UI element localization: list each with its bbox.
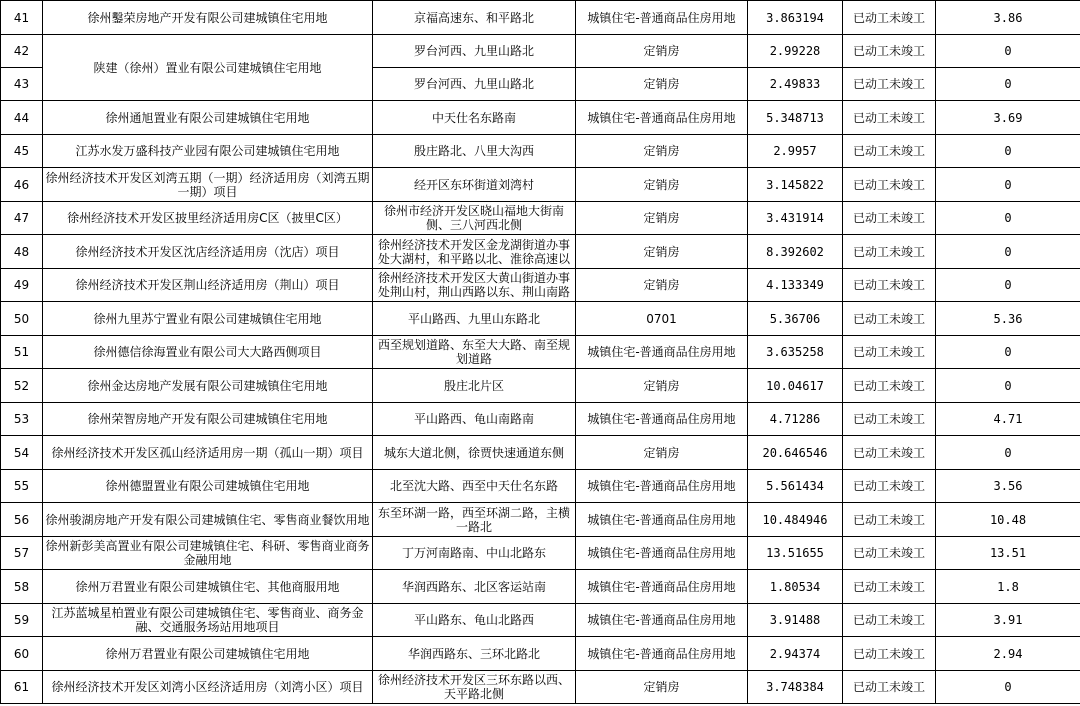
status-cell: 已动工未竣工: [843, 336, 936, 369]
row-number: 44: [1, 101, 43, 135]
location-cell: 罗台河西、九里山路北: [373, 35, 576, 68]
table-row: [1, 101, 1080, 135]
status-cell: 已动工未竣工: [843, 570, 936, 604]
land-use-cell: 定销房: [576, 135, 748, 168]
table-row: [1, 537, 1080, 570]
area-cell: 5.348713: [748, 101, 843, 135]
company-project-cell: 徐州荣智房地产开发有限公司建城镇住宅用地: [43, 403, 373, 436]
company-project-cell: 陕建（徐州）置业有限公司建城镇住宅用地: [43, 35, 373, 101]
table-row: [1, 269, 1080, 302]
table-row: [1, 1, 1080, 35]
area-cell: 5.36706: [748, 302, 843, 336]
area-cell: 2.99228: [748, 35, 843, 68]
company-project-cell: 徐州德盟置业有限公司建城镇住宅用地: [43, 470, 373, 503]
value-cell: 0: [936, 671, 1080, 704]
row-number: 42: [1, 35, 43, 68]
table-row: [1, 604, 1080, 637]
status-cell: 已动工未竣工: [843, 135, 936, 168]
land-use-cell: 城镇住宅-普通商品住房用地: [576, 101, 748, 135]
area-cell: 4.133349: [748, 269, 843, 302]
table-row: [1, 302, 1080, 336]
area-cell: 2.49833: [748, 68, 843, 101]
location-cell: 中天仕名东路南: [373, 101, 576, 135]
company-project-cell: 徐州经济技术开发区孤山经济适用房一期（孤山一期）项目: [43, 436, 373, 470]
value-cell: 0: [936, 235, 1080, 269]
row-number: 46: [1, 168, 43, 202]
land-use-cell: 城镇住宅-普通商品住房用地: [576, 1, 748, 35]
value-cell: 4.71: [936, 403, 1080, 436]
land-use-cell: 城镇住宅-普通商品住房用地: [576, 570, 748, 604]
status-cell: 已动工未竣工: [843, 235, 936, 269]
row-number: 43: [1, 68, 43, 101]
land-use-cell: 城镇住宅-普通商品住房用地: [576, 637, 748, 671]
company-project-cell: 徐州德信徐海置业有限公司大大路西侧项目: [43, 336, 373, 369]
land-use-cell: 定销房: [576, 436, 748, 470]
land-use-cell: 0701: [576, 302, 748, 336]
company-project-cell: 徐州经济技术开发区荆山经济适用房（荆山）项目: [43, 269, 373, 302]
area-cell: 3.748384: [748, 671, 843, 704]
land-use-cell: 定销房: [576, 168, 748, 202]
row-number: 61: [1, 671, 43, 704]
land-use-cell: 定销房: [576, 235, 748, 269]
land-use-cell: 城镇住宅-普通商品住房用地: [576, 537, 748, 570]
area-cell: 10.04617: [748, 369, 843, 403]
table-row: [1, 436, 1080, 470]
value-cell: 1.8: [936, 570, 1080, 604]
table-row: [1, 671, 1080, 704]
row-number: 45: [1, 135, 43, 168]
area-cell: 3.145822: [748, 168, 843, 202]
status-cell: 已动工未竣工: [843, 101, 936, 135]
company-project-cell: 徐州通旭置业有限公司建城镇住宅用地: [43, 101, 373, 135]
area-cell: 10.484946: [748, 503, 843, 537]
status-cell: 已动工未竣工: [843, 503, 936, 537]
value-cell: 0: [936, 35, 1080, 68]
company-project-cell: 徐州经济技术开发区刘湾五期（一期）经济适用房（刘湾五期一期）项目: [43, 168, 373, 202]
row-number: 53: [1, 403, 43, 436]
table-body: [1, 1, 1080, 704]
land-use-cell: 城镇住宅-普通商品住房用地: [576, 403, 748, 436]
company-project-cell: 徐州万君置业有限公司建城镇住宅、其他商服用地: [43, 570, 373, 604]
row-number: 49: [1, 269, 43, 302]
status-cell: 已动工未竣工: [843, 302, 936, 336]
location-cell: 平山路东、龟山北路西: [373, 604, 576, 637]
value-cell: 3.86: [936, 1, 1080, 35]
status-cell: 已动工未竣工: [843, 1, 936, 35]
land-use-cell: 城镇住宅-普通商品住房用地: [576, 503, 748, 537]
row-number: 41: [1, 1, 43, 35]
company-project-cell: 徐州万君置业有限公司建城镇住宅用地: [43, 637, 373, 671]
location-cell: 北至沈大路、西至中天仕名东路: [373, 470, 576, 503]
area-cell: 3.431914: [748, 202, 843, 235]
area-cell: 4.71286: [748, 403, 843, 436]
location-cell: 罗台河西、九里山路北: [373, 68, 576, 101]
status-cell: 已动工未竣工: [843, 403, 936, 436]
location-cell: 丁万河南路南、中山北路东: [373, 537, 576, 570]
location-cell: 徐州市经济开发区晓山福地大街南侧、三八河西北侧: [373, 202, 576, 235]
location-cell: 东至环湖一路，西至环湖二路，主横一路北: [373, 503, 576, 537]
value-cell: 3.56: [936, 470, 1080, 503]
location-cell: 平山路西、九里山东路北: [373, 302, 576, 336]
location-cell: 经开区东环街道刘湾村: [373, 168, 576, 202]
status-cell: 已动工未竣工: [843, 202, 936, 235]
area-cell: 3.863194: [748, 1, 843, 35]
table-row: [1, 470, 1080, 503]
land-use-cell: 定销房: [576, 369, 748, 403]
land-use-cell: 城镇住宅-普通商品住房用地: [576, 604, 748, 637]
company-project-cell: 江苏水发万盛科技产业园有限公司建城镇住宅用地: [43, 135, 373, 168]
row-number: 48: [1, 235, 43, 269]
status-cell: 已动工未竣工: [843, 369, 936, 403]
company-project-cell: 徐州经济技术开发区沈店经济适用房（沈店）项目: [43, 235, 373, 269]
row-number: 51: [1, 336, 43, 369]
company-project-cell: 徐州新彭美高置业有限公司建城镇住宅、科研、零售商业商务金融用地: [43, 537, 373, 570]
value-cell: 0: [936, 269, 1080, 302]
row-number: 60: [1, 637, 43, 671]
status-cell: 已动工未竣工: [843, 436, 936, 470]
land-use-cell: 定销房: [576, 202, 748, 235]
status-cell: 已动工未竣工: [843, 168, 936, 202]
area-cell: 20.646546: [748, 436, 843, 470]
area-cell: 13.51655: [748, 537, 843, 570]
location-cell: 徐州经济技术开发区金龙湖街道办事处大湖村，和平路以北、淮徐高速以: [373, 235, 576, 269]
land-use-cell: 城镇住宅-普通商品住房用地: [576, 470, 748, 503]
area-cell: 5.561434: [748, 470, 843, 503]
area-cell: 2.94374: [748, 637, 843, 671]
row-number: 55: [1, 470, 43, 503]
table-row: [1, 570, 1080, 604]
table-row: [1, 135, 1080, 168]
company-project-cell: 徐州鑿荣房地产开发有限公司建城镇住宅用地: [43, 1, 373, 35]
row-number: 54: [1, 436, 43, 470]
value-cell: 2.94: [936, 637, 1080, 671]
table-row: [1, 168, 1080, 202]
value-cell: 5.36: [936, 302, 1080, 336]
table-row: [1, 369, 1080, 403]
table-row: [1, 503, 1080, 537]
table-row: [1, 202, 1080, 235]
location-cell: 殷庄路北、八里大沟西: [373, 135, 576, 168]
value-cell: 0: [936, 168, 1080, 202]
area-cell: 3.635258: [748, 336, 843, 369]
area-cell: 1.80534: [748, 570, 843, 604]
value-cell: 10.48: [936, 503, 1080, 537]
row-number: 47: [1, 202, 43, 235]
value-cell: 0: [936, 369, 1080, 403]
row-number: 56: [1, 503, 43, 537]
status-cell: 已动工未竣工: [843, 637, 936, 671]
value-cell: 13.51: [936, 537, 1080, 570]
status-cell: 已动工未竣工: [843, 68, 936, 101]
location-cell: 京福高速东、和平路北: [373, 1, 576, 35]
company-project-cell: 徐州金达房地产发展有限公司建城镇住宅用地: [43, 369, 373, 403]
area-cell: 3.91488: [748, 604, 843, 637]
row-number: 50: [1, 302, 43, 336]
value-cell: 0: [936, 68, 1080, 101]
area-cell: 8.392602: [748, 235, 843, 269]
status-cell: 已动工未竣工: [843, 35, 936, 68]
status-cell: 已动工未竣工: [843, 671, 936, 704]
company-project-cell: 徐州九里苏宁置业有限公司建城镇住宅用地: [43, 302, 373, 336]
land-use-cell: 定销房: [576, 35, 748, 68]
land-use-cell: 定销房: [576, 671, 748, 704]
value-cell: 3.69: [936, 101, 1080, 135]
value-cell: 3.91: [936, 604, 1080, 637]
value-cell: 0: [936, 436, 1080, 470]
status-cell: 已动工未竣工: [843, 269, 936, 302]
table-row: [1, 35, 1080, 68]
table-row: [1, 403, 1080, 436]
value-cell: 0: [936, 202, 1080, 235]
land-use-cell: 城镇住宅-普通商品住房用地: [576, 336, 748, 369]
land-use-cell: 定销房: [576, 68, 748, 101]
company-project-cell: 徐州骏湖房地产开发有限公司建城镇住宅、零售商业餐饮用地: [43, 503, 373, 537]
company-project-cell: 徐州经济技术开发区披里经济适用房C区（披里C区）: [43, 202, 373, 235]
location-cell: 华润西路东、三环北路北: [373, 637, 576, 671]
land-use-cell: 定销房: [576, 269, 748, 302]
location-cell: 华润西路东、北区客运站南: [373, 570, 576, 604]
location-cell: 城东大道北侧，徐贾快速通道东侧: [373, 436, 576, 470]
location-cell: 西至规划道路、东至大大路、南至规划道路: [373, 336, 576, 369]
location-cell: 徐州经济技术开发区大黄山街道办事处荆山村，荆山西路以东、荆山南路: [373, 269, 576, 302]
company-project-cell: 徐州经济技术开发区刘湾小区经济适用房（刘湾小区）项目: [43, 671, 373, 704]
row-number: 52: [1, 369, 43, 403]
row-number: 57: [1, 537, 43, 570]
status-cell: 已动工未竣工: [843, 537, 936, 570]
table-row: [1, 235, 1080, 269]
location-cell: 平山路西、龟山南路南: [373, 403, 576, 436]
location-cell: 徐州经济技术开发区三环东路以西、天平路北侧: [373, 671, 576, 704]
row-number: 58: [1, 570, 43, 604]
row-number: 59: [1, 604, 43, 637]
table-row: [1, 336, 1080, 369]
status-cell: 已动工未竣工: [843, 604, 936, 637]
value-cell: 0: [936, 135, 1080, 168]
value-cell: 0: [936, 336, 1080, 369]
location-cell: 殷庄北片区: [373, 369, 576, 403]
area-cell: 2.9957: [748, 135, 843, 168]
company-project-cell: 江苏蓝城星柏置业有限公司建城镇住宅、零售商业、商务金融、交通服务场站用地项目: [43, 604, 373, 637]
status-cell: 已动工未竣工: [843, 470, 936, 503]
table-row: [1, 637, 1080, 671]
